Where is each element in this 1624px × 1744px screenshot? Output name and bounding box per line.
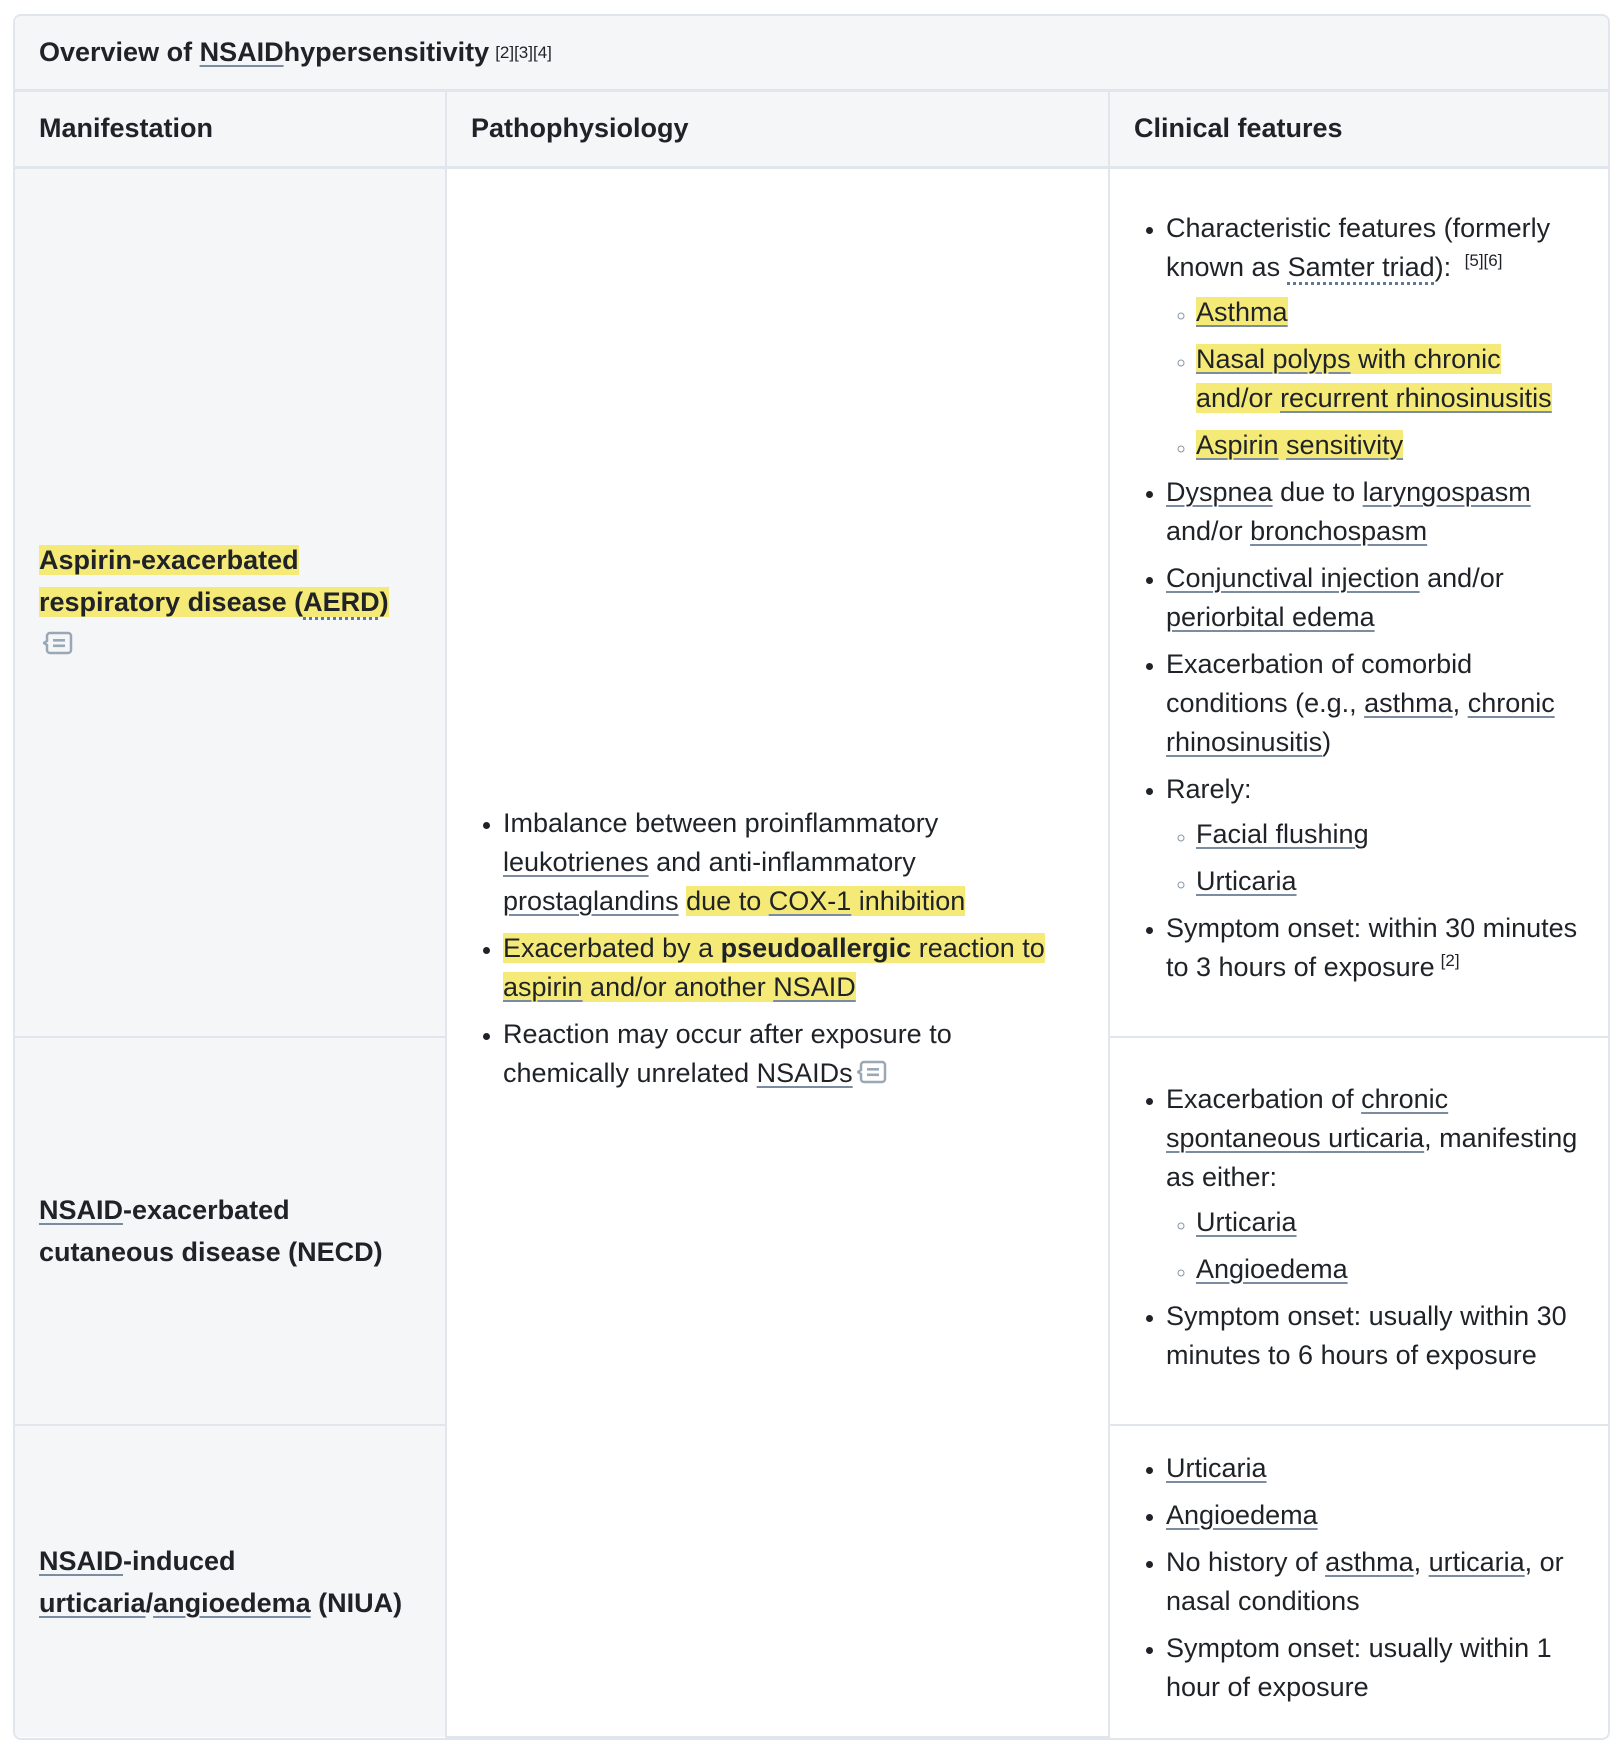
aerd-close-paren: ) bbox=[379, 587, 389, 618]
clinical-sublist bbox=[1166, 293, 1584, 465]
link-prostaglandins[interactable]: prostaglandins bbox=[503, 885, 679, 916]
link-nasal-polyps[interactable]: Nasal polyps bbox=[1196, 344, 1351, 375]
patho-highlight bbox=[503, 933, 1045, 1002]
clinical-item bbox=[1166, 1297, 1584, 1375]
patho-text: inhibition bbox=[851, 885, 966, 916]
clinical-text: Rarely: bbox=[1166, 774, 1252, 805]
clinical-item bbox=[1166, 909, 1584, 987]
aerd-label-text: Aspirin-exacerbated respiratory disease ( bbox=[39, 545, 304, 618]
link-urticaria[interactable]: urticaria bbox=[39, 1587, 146, 1618]
niua-label-text: -induced bbox=[123, 1545, 236, 1576]
clinical-item bbox=[1166, 770, 1584, 901]
necd-label-text: -exacerbated cutaneous disease (NECD) bbox=[39, 1195, 383, 1267]
link-urticaria[interactable]: urticaria bbox=[1428, 1546, 1525, 1577]
patho-text: and anti-inflammatory bbox=[648, 846, 916, 877]
link-aspirin[interactable]: aspirin bbox=[503, 971, 583, 1002]
link-dyspnea[interactable]: Dyspnea bbox=[1166, 477, 1273, 508]
aerd-label bbox=[39, 545, 389, 617]
link-leukotrienes[interactable]: leukotrienes bbox=[503, 846, 649, 877]
link-nsaid[interactable]: NSAID bbox=[39, 1545, 124, 1576]
manifestation-niua bbox=[15, 1425, 446, 1737]
manifestation-necd bbox=[15, 1037, 446, 1425]
link-nsaids[interactable]: NSAIDs bbox=[756, 1057, 853, 1088]
clinical-text: , or nasal conditions bbox=[1166, 1546, 1564, 1616]
link-urticaria[interactable]: Urticaria bbox=[1166, 1452, 1267, 1483]
nsaid-hypersensitivity-table-container bbox=[13, 14, 1610, 1740]
table-caption: Overview of NSAID hypersensitivity [2][3][4] bbox=[15, 16, 1608, 92]
clinical-text: ) bbox=[1322, 727, 1332, 758]
link-urticaria[interactable]: Urticaria bbox=[1196, 866, 1297, 897]
link-asthma[interactable]: asthma bbox=[1364, 688, 1453, 719]
patho-text: Reaction may occur after exposure to chemically unrelated bbox=[503, 1018, 952, 1088]
link-periorbital-edema[interactable]: periorbital edema bbox=[1166, 602, 1375, 633]
link-angioedema[interactable]: Angioedema bbox=[1196, 1253, 1348, 1284]
clinical-item bbox=[1166, 559, 1584, 637]
clinical-text: with chronic and/or bbox=[1196, 344, 1501, 414]
clinical-text: Symptom onset: within 30 minutes to 3 hours of exposure bbox=[1166, 913, 1578, 983]
pathophysiology-cell bbox=[446, 167, 1109, 1737]
clinical-text: , bbox=[1413, 1546, 1429, 1577]
link-nsaid[interactable]: NSAID bbox=[773, 971, 856, 1002]
clinical-item bbox=[1166, 1629, 1584, 1707]
link-nsaid[interactable]: NSAID bbox=[39, 1195, 124, 1225]
header-pathophysiology: Pathophysiology bbox=[446, 92, 1109, 167]
clinical-features-aerd bbox=[1109, 167, 1608, 1037]
link-chronic-rhinosinusitis[interactable]: chronic rhinosinusitis bbox=[1166, 688, 1555, 758]
clinical-text: Exacerbation of comorbid conditions (e.g., bbox=[1166, 649, 1473, 719]
references[interactable]: [5][6] bbox=[1464, 251, 1503, 271]
clinical-text: , bbox=[1452, 688, 1468, 719]
niua-label-text: (NIUA) bbox=[310, 1587, 403, 1618]
link-recurrent-rhinosinusitis[interactable]: recurrent rhinosinusitis bbox=[1280, 383, 1552, 414]
link-angioedema[interactable]: Angioedema bbox=[1166, 1499, 1318, 1530]
clinical-item bbox=[1166, 209, 1584, 465]
clinical-text: Symptom onset: usually within 1 hour of exposure bbox=[1166, 1632, 1552, 1702]
caption-suffix: hypersensitivity bbox=[283, 37, 490, 67]
clinical-text: Characteristic features (formerly known as bbox=[1166, 213, 1551, 283]
patho-highlight bbox=[686, 886, 965, 916]
link-urticaria[interactable]: Urticaria bbox=[1196, 1206, 1297, 1237]
clinical-text: ): bbox=[1434, 252, 1459, 283]
clinical-sublist bbox=[1166, 1203, 1584, 1289]
link-aspirin[interactable]: Aspirin bbox=[1196, 430, 1279, 461]
clinical-subitem bbox=[1196, 1250, 1584, 1289]
caption-link-nsaid[interactable]: NSAID bbox=[199, 37, 284, 67]
clinical-features-niua bbox=[1109, 1425, 1608, 1737]
patho-text: due to bbox=[686, 885, 769, 916]
clinical-subitem bbox=[1196, 426, 1584, 465]
link-asthma[interactable]: Asthma bbox=[1196, 297, 1288, 328]
link-bronchospasm[interactable]: bronchospasm bbox=[1250, 516, 1428, 547]
clinical-text: and/or bbox=[1166, 516, 1251, 547]
clinical-text: Symptom onset: usually within 30 minutes to 6 hours of exposure bbox=[1166, 1300, 1567, 1370]
clinical-text: and/or bbox=[1419, 563, 1504, 594]
patho-item-cross-reactivity bbox=[503, 1015, 1084, 1093]
link-conjunctival-injection[interactable]: Conjunctival injection bbox=[1166, 563, 1420, 594]
manifestation-aerd bbox=[15, 167, 446, 1037]
table-header-row bbox=[15, 92, 1608, 167]
clinical-item bbox=[1166, 1496, 1584, 1535]
link-sensitivity[interactable]: sensitivity bbox=[1286, 430, 1404, 461]
note-icon[interactable] bbox=[43, 630, 73, 656]
aerd-abbreviation[interactable]: AERD bbox=[303, 587, 380, 618]
header-manifestation: Manifestation bbox=[15, 92, 446, 167]
clinical-subitem bbox=[1196, 862, 1584, 901]
clinical-subitem bbox=[1196, 340, 1584, 418]
link-asthma[interactable]: asthma bbox=[1325, 1546, 1414, 1577]
patho-text: and/or another bbox=[582, 971, 774, 1002]
patho-item-pseudoallergic bbox=[503, 929, 1084, 1007]
highlight bbox=[1196, 430, 1403, 460]
patho-text: Exacerbated by a bbox=[503, 932, 721, 963]
pathophysiology-list bbox=[471, 804, 1084, 1093]
references[interactable]: [2] bbox=[1440, 951, 1460, 971]
clinical-item bbox=[1166, 473, 1584, 551]
clinical-item bbox=[1166, 645, 1584, 762]
patho-item-imbalance bbox=[503, 804, 1084, 921]
clinical-text bbox=[1279, 430, 1287, 460]
header-clinical-features: Clinical features bbox=[1109, 92, 1608, 167]
clinical-features-necd bbox=[1109, 1037, 1608, 1425]
link-angioedema[interactable]: angioedema bbox=[153, 1587, 311, 1618]
clinical-list-aerd bbox=[1134, 209, 1584, 987]
table-row-aerd bbox=[15, 167, 1608, 1037]
clinical-text: due to bbox=[1272, 477, 1363, 508]
term-samter-triad[interactable]: Samter triad bbox=[1287, 252, 1435, 283]
patho-text: Imbalance between proinflammatory bbox=[503, 807, 939, 838]
clinical-list-niua bbox=[1134, 1449, 1584, 1707]
note-icon[interactable] bbox=[857, 1059, 887, 1085]
caption-prefix: Overview of bbox=[39, 37, 193, 67]
link-cox-1[interactable]: COX-1 bbox=[768, 885, 852, 916]
niua-label-text: / bbox=[145, 1587, 154, 1618]
link-laryngospasm[interactable]: laryngospasm bbox=[1362, 477, 1531, 508]
clinical-text: Exacerbation of bbox=[1166, 1083, 1362, 1114]
pseudoallergic-term: pseudoallergic bbox=[720, 932, 912, 963]
highlight bbox=[1196, 297, 1288, 327]
clinical-sublist bbox=[1166, 815, 1584, 901]
patho-text: reaction to bbox=[911, 932, 1045, 963]
clinical-subitem bbox=[1196, 815, 1584, 854]
patho-space bbox=[679, 886, 687, 916]
link-chronic-spontaneous-urticaria[interactable]: chronic spontaneous urticaria bbox=[1166, 1083, 1449, 1153]
highlight bbox=[1196, 344, 1552, 413]
clinical-item bbox=[1166, 1080, 1584, 1289]
link-facial-flushing[interactable]: Facial flushing bbox=[1196, 819, 1369, 850]
clinical-item bbox=[1166, 1449, 1584, 1488]
clinical-list-necd bbox=[1134, 1080, 1584, 1375]
clinical-subitem bbox=[1196, 293, 1584, 332]
clinical-item bbox=[1166, 1543, 1584, 1621]
clinical-subitem bbox=[1196, 1203, 1584, 1242]
clinical-text: , manifesting as either: bbox=[1166, 1122, 1578, 1192]
overview-table bbox=[15, 92, 1608, 1738]
clinical-text: No history of bbox=[1166, 1546, 1326, 1577]
